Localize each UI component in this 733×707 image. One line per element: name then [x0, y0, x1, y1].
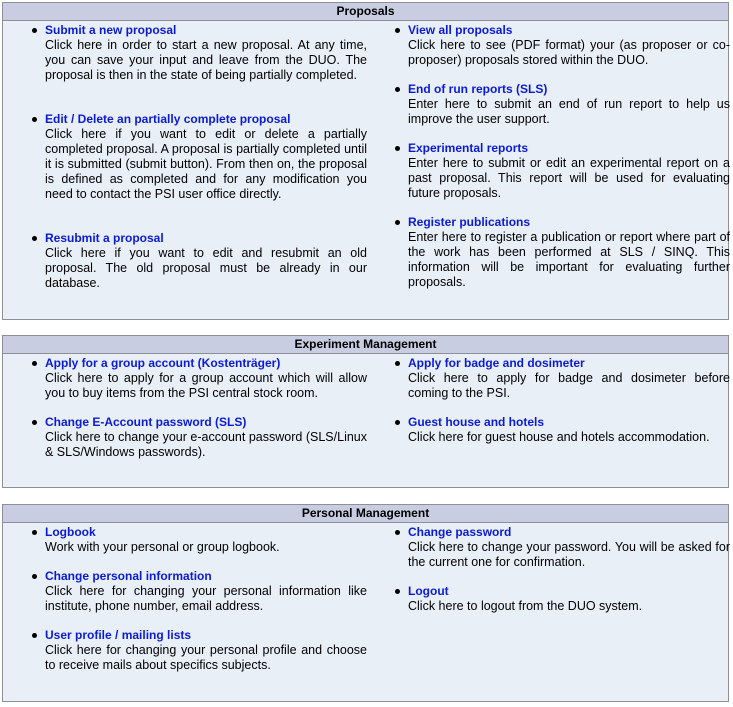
guest-house-hotels-link[interactable]: Guest house and hotels [408, 415, 545, 429]
view-all-proposals-link[interactable]: View all proposals [408, 23, 513, 37]
logbook-desc: Work with your personal or group logbook. [45, 540, 280, 554]
resubmit-proposal-item [45, 231, 367, 291]
register-publications-item [408, 215, 730, 290]
logout-item [408, 584, 730, 614]
apply-group-account-link[interactable]: Apply for a group account (Kostenträger) [45, 356, 281, 370]
logbook-link[interactable]: Logbook [45, 525, 96, 539]
personal-management-panel [2, 504, 729, 702]
logout-desc: Click here to logout from the DUO system. [408, 599, 643, 613]
view-all-proposals-item [408, 23, 730, 68]
change-personal-information-item [45, 569, 367, 614]
submit-new-proposal-link[interactable]: Submit a new proposal [45, 23, 177, 37]
bullet-icon [395, 220, 400, 225]
apply-badge-dosimeter-desc: Click here to apply for badge and dosimeter before coming to the PSI. [408, 371, 730, 400]
user-profile-mailing-lists-link[interactable]: User profile / mailing lists [45, 628, 192, 642]
bullet-icon [395, 530, 400, 535]
change-password-item [408, 525, 730, 570]
resubmit-proposal-link[interactable]: Resubmit a proposal [45, 231, 164, 245]
bullet-icon [395, 146, 400, 151]
edit-delete-proposal-item [45, 112, 367, 202]
change-personal-information-desc: Click here for changing your personal information like institute, phone number, email address. [45, 584, 367, 613]
register-publications-link[interactable]: Register publications [408, 215, 531, 229]
experimental-reports-link[interactable]: Experimental reports [408, 141, 529, 155]
bullet-icon [32, 530, 37, 535]
bullet-icon [32, 361, 37, 366]
bullet-icon [395, 420, 400, 425]
bullet-icon [32, 236, 37, 241]
proposals-panel [2, 2, 729, 320]
submit-new-proposal-desc: Click here in order to start a new proposal. At any time, you can save your input and leave from the DUO. The proposal is then in the state of being partially completed. [45, 38, 367, 82]
submit-new-proposal-item [45, 23, 367, 83]
edit-delete-proposal-desc: Click here if you want to edit or delete a partially completed proposal. A proposal is partially completed until it is submitted (submit button). From then on, the proposal is defined as completed and for any modification you need to contact the PSI user office directly. [45, 127, 367, 201]
end-of-run-reports-item [408, 82, 730, 127]
change-password-link[interactable]: Change password [408, 525, 512, 539]
personal-management-header: Personal Management [3, 505, 728, 523]
apply-group-account-item [45, 356, 367, 401]
end-of-run-reports-link[interactable]: End of run reports (SLS) [408, 82, 548, 96]
view-all-proposals-desc: Click here to see (PDF format) your (as proposer or co-proposer) proposals stored within the DUO. [408, 38, 730, 67]
bullet-icon [395, 87, 400, 92]
experimental-reports-desc: Enter here to submit or edit an experimental report on a past proposal. This report will be used for evaluating future proposals. [408, 156, 730, 200]
bullet-icon [32, 420, 37, 425]
proposals-header: Proposals [3, 3, 728, 21]
logout-link[interactable]: Logout [408, 584, 449, 598]
bullet-icon [32, 574, 37, 579]
bullet-icon [395, 28, 400, 33]
user-profile-mailing-lists-desc: Click here for changing your personal profile and choose to receive mails about specifics subjects. [45, 643, 367, 672]
experiment-management-header: Experiment Management [3, 336, 728, 354]
bullet-icon [32, 633, 37, 638]
change-password-desc: Click here to change your password. You will be asked for the current one for confirmation. [408, 540, 730, 569]
change-personal-information-link[interactable]: Change personal information [45, 569, 212, 583]
apply-badge-dosimeter-link[interactable]: Apply for badge and dosimeter [408, 356, 585, 370]
guest-house-hotels-item [408, 415, 730, 445]
experimental-reports-item [408, 141, 730, 201]
apply-badge-dosimeter-item [408, 356, 730, 401]
change-e-account-password-link[interactable]: Change E-Account password (SLS) [45, 415, 247, 429]
edit-delete-proposal-link[interactable]: Edit / Delete an partially complete proposal [45, 112, 291, 126]
apply-group-account-desc: Click here to apply for a group account which will allow you to buy items from the PSI central stock room. [45, 371, 367, 400]
end-of-run-reports-desc: Enter here to submit an end of run report to help us improve the user support. [408, 97, 730, 126]
user-profile-mailing-lists-item [45, 628, 367, 673]
guest-house-hotels-desc: Click here for guest house and hotels accommodation. [408, 430, 710, 444]
logbook-item [45, 525, 367, 555]
bullet-icon [395, 361, 400, 366]
bullet-icon [32, 117, 37, 122]
resubmit-proposal-desc: Click here if you want to edit and resubmit an old proposal. The old proposal must be already in our database. [45, 246, 367, 290]
register-publications-desc: Enter here to register a publication or report where part of the work has been performed at SLS / SINQ. This information will be important for evaluating further proposals. [408, 230, 730, 289]
change-e-account-password-desc: Click here to change your e-account password (SLS/Linux & SLS/Windows passwords). [45, 430, 367, 459]
experiment-management-panel [2, 335, 729, 488]
bullet-icon [32, 28, 37, 33]
bullet-icon [395, 589, 400, 594]
change-e-account-password-item [45, 415, 367, 460]
